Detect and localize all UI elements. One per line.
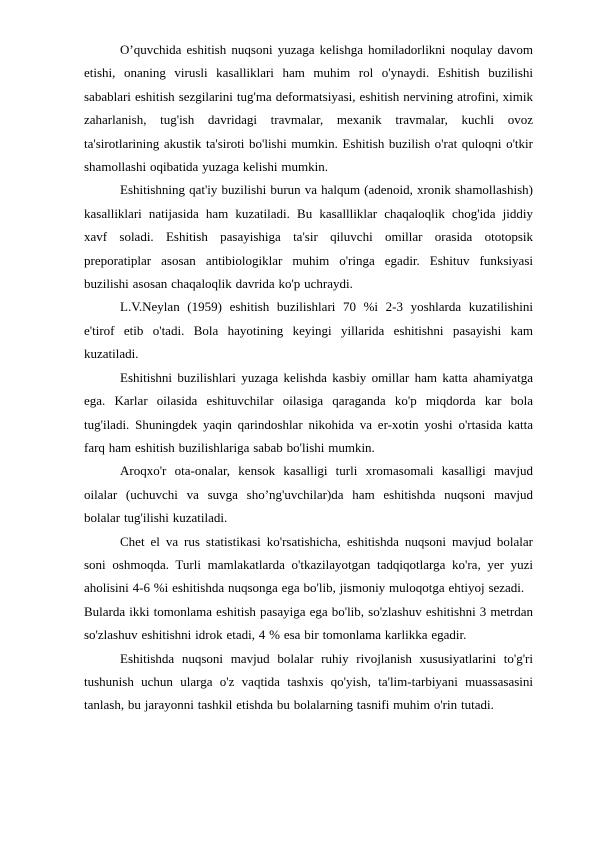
- paragraph-3: L.V.Neylan (1959) eshitish buzilishlari 70 %i 2-3 yoshlarda kuzatilishini e'tirof etib o'tadi. Bola hayotining keyingi yillarida eshitishni pasayishi kam kuzatiladi.: [84, 299, 533, 362]
- paragraph-7: Bularda ikki tomonlama eshitish pasayiga ega bo'lib, so'zlashuv eshitishni 3 metrdan so'zlashuv eshitishni idrok etadi, 4 % esa bir tomonlama karlikka egadir.: [84, 603, 533, 643]
- paragraph-6: Chet el va rus statistikasi ko'rsatishicha, eshitishda nuqsoni mavjud bolalar soni oshmoqda. Turli mamlakatlarda o'tkazilayotgan tadqiqotlarga ko'ra, yer yuzi aholisini 4-6 %i eshitishda nuqsonga ega bo'lib, jismoniy muloqotga ehtiyoj sezadi.: [84, 533, 533, 596]
- paragraph-4: Eshitishni buzilishlari yuzaga kelishda kasbiy omillar ham katta ahamiyatga ega. Karlar oilasida eshituvchilar oilasiga qaraganda ko'p miqdorda kar bola tug'iladi. Shuningdek yaqin qarindoshlar nikohida va er-xotin yoshi o'rtasida katta farq ham eshitish buzilishlariga sabab bo'lishi mumkin.: [84, 369, 533, 455]
- paragraph-1: O’quvchida eshitish nuqsoni yuzaga kelishga homiladorlikni noqulay davom etishi, onaning virusli kasalliklari ham muhim rol o'ynaydi. Eshitish buzilishi sabablari eshitish sezgilarini tug'ma deformatsiyasi, eshitish nervining atrofini, ximik zaharlanish, tug'ish davridagi travmalar, mexanik travmalar, kuchli ovoz ta'sirotlarining akustik ta'siroti bo'lishi mumkin. Eshitish buzilish o'rat quloqni o'tkir shamollashi oqibatida yuzaga kelishi mumkin.: [84, 42, 533, 175]
- paragraph-5: Aroqxo'r ota-onalar, kensok kasalligi turli xromasomali kasalligi mavjud oilalar (uchuvchi va suvga sho’ng'uvchilar)da ham eshitishda nuqsoni mavjud bolalar tug'ilishi kuzatiladi.: [84, 463, 533, 526]
- paragraph-2: Eshitishning qat'iy buzilishi burun va halqum (adenoid, xronik shamollashish) kasalliklari natijasida ham kuzatiladi. Bu kasallliklar chaqaloqlik chog'ida jiddiy xavf soladi. Eshitish pasayishiga ta'sir qiluvchi omillar orasida ototopsik preporatiplar asosan antibiologiklar muhim o'ringa egadir. Eshituv funksiyasi buzilishi asosan chaqaloqlik davrida ko'p uchraydi.: [84, 182, 533, 292]
- document-body: [84, 38, 533, 717]
- paragraph-8: Eshitishda nuqsoni mavjud bolalar ruhiy rivojlanish xususiyatlarini to'g'ri tushunish uchun ularga o'z vaqtida tashxis qo'yish, ta'lim-tarbiyani muassasasini tanlash, bu jarayonni tashkil etishda bu bolalarning tasnifi muhim o'rin tutadi.: [84, 650, 533, 713]
